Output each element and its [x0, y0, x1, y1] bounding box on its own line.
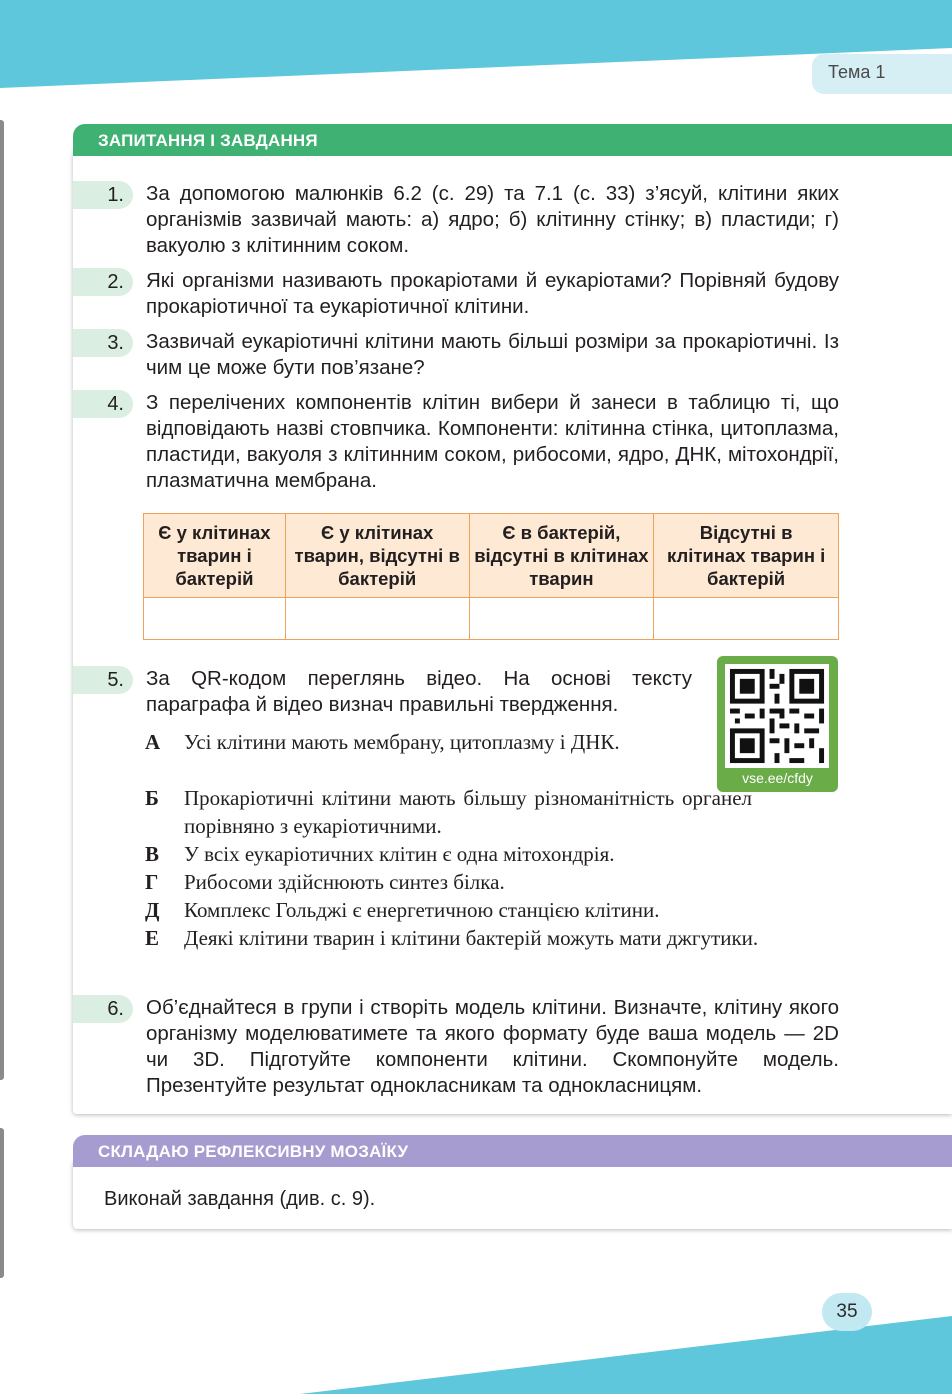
- answer-option-a: [0, 728, 952, 784]
- qr-code-url[interactable]: vse.ee/cfdy: [742, 770, 813, 786]
- page-number: 35: [822, 1293, 872, 1331]
- option-letter: Б: [145, 786, 159, 810]
- table-empty-cell[interactable]: [144, 598, 286, 640]
- bottom-color-band: [0, 1280, 952, 1394]
- questions-section-title: ЗАПИТАННЯ І ЗАВДАННЯ: [73, 124, 952, 156]
- option-letter: Д: [145, 898, 160, 922]
- option-letter: А: [145, 730, 161, 754]
- question-number: 3.: [73, 329, 133, 357]
- table-empty-cell[interactable]: [654, 598, 839, 640]
- components-table: [143, 513, 839, 640]
- option-text: Комплекс Гольджі є енергетичною станцією клітини.: [184, 898, 660, 922]
- answer-option-b: [0, 784, 952, 840]
- question-number: 1.: [73, 181, 133, 209]
- option-letter: Г: [145, 870, 159, 894]
- theme-label: Тема 1: [828, 62, 886, 82]
- option-text: Рибосоми здійснюють синтез білка.: [184, 870, 505, 894]
- table-header-cell: Є в бактерій, відсутні в клітинах тварин: [469, 514, 654, 598]
- table-empty-cell[interactable]: [469, 598, 654, 640]
- answer-option-e: [0, 924, 952, 980]
- reflection-task-text: Виконай завдання (див. с. 9).: [104, 1188, 376, 1210]
- answer-option-g: [0, 868, 952, 896]
- question-text: За допомогою малюнків 6.2 (с. 29) та 7.1 (с. 33) з’ясуй, клітини яких організмів зазвичай мають: а) ядро; б) клітинну стінку; в) пластиди; г) вакуолю з клітинним соком.: [146, 182, 839, 257]
- question-number: 5.: [73, 666, 133, 694]
- table-header-cell: Є у клітинах тварин, відсутні в бактерій: [285, 514, 469, 598]
- answer-option-d: [0, 896, 952, 924]
- option-text: Усі клітини мають мембрану, цитоплазму і ДНК.: [184, 730, 620, 754]
- option-letter: Е: [145, 926, 160, 950]
- question-text: Які організми називають прокаріотами й еукаріотами? Порівняй будову прокаріотичної та еукаріотичної клітини.: [146, 269, 839, 318]
- question-text: Зазвичай еукаріотичні клітини мають більші розміри за прокаріотичні. Із чим це може бути пов’язане?: [146, 330, 839, 379]
- table-header-row: [144, 514, 839, 598]
- question-number: 4.: [73, 390, 133, 418]
- option-text: Деякі клітини тварин і клітини бактерій можуть мати джгутики.: [184, 926, 759, 950]
- question-text: З перелічених компонентів клітин вибери й занеси в таблицю ті, що відповідають назві стовпчика. Компоненти: клітинна стінка, цитоплазма, пластиди, вакуоля з клітинним соком, рибосоми, ядро, ДНК, мітохондрії, плазматична мембрана.: [146, 391, 839, 492]
- question-number: 6.: [73, 995, 133, 1023]
- table-row: [144, 598, 839, 640]
- top-color-band: [0, 0, 952, 110]
- left-page-edge-lower: [0, 1128, 4, 1278]
- table-empty-cell[interactable]: [285, 598, 469, 640]
- question-text: За QR-кодом переглянь відео. На основі тексту параграфа й відео визнач правильні твердження.: [146, 667, 692, 716]
- table-header-cell: Відсутні в клітинах тварин і бактерій: [654, 514, 839, 598]
- option-letter: В: [145, 842, 160, 866]
- reflection-section-title: СКЛАДАЮ РЕФЛЕКСИВНУ МОЗАЇКУ: [73, 1135, 952, 1167]
- answer-option-v: [0, 840, 952, 868]
- table-header-cell: Є у клітинах тварин і бактерій: [144, 514, 286, 598]
- option-text: У всіх еукаріотичних клітин є одна мітохондрія.: [184, 842, 615, 866]
- question-number: 2.: [73, 268, 133, 296]
- question-text: Об’єднайтеся в групи і створіть модель клітини. Визначте, клітину якого організму моделюватимете та якого формату буде ваша модель — 2D чи 3D. Підготуйте компоненти клітини. Скомпонуйте модель. Презентуйте результат однокласникам та однокласницям.: [146, 996, 839, 1097]
- option-text: Прокаріотичні клітини мають більшу різноманітність органел порівняно з еукаріотичними.: [184, 786, 752, 838]
